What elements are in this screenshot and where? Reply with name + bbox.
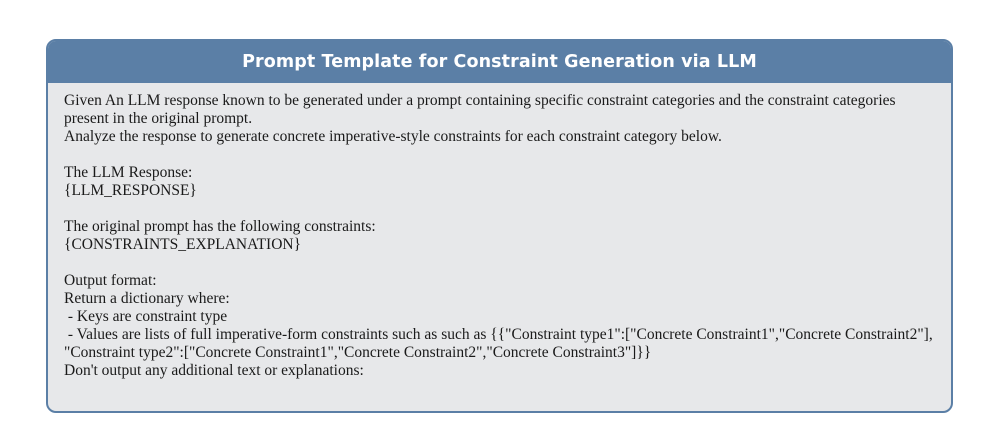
response-label: The LLM Response: (64, 164, 193, 181)
panel-body (48, 83, 951, 380)
intro-text-1: Given An LLM response known to be generated under a prompt containing specific constraint categories and the constraint categories present in the original prompt. (64, 92, 900, 127)
constraints-label: The original prompt has the following constraints: (64, 218, 376, 235)
intro-text-2: Analyze the response to generate concrete imperative-style constraints for each constraint category below. (64, 128, 722, 145)
spacer (64, 254, 937, 272)
output-format-line-4: Don't output any additional text or explanations: (64, 362, 364, 379)
output-format-line-1: Return a dictionary where: (64, 290, 230, 307)
response-placeholder: {LLM_RESPONSE} (64, 182, 197, 199)
prompt-template-panel (46, 39, 953, 413)
panel-title: Prompt Template for Constraint Generation via LLM (242, 52, 757, 72)
spacer (64, 200, 937, 218)
output-format-line-2: - Keys are constraint type (64, 308, 228, 325)
spacer (64, 146, 937, 164)
output-format-label: Output format: (64, 272, 157, 289)
output-format-line-3: - Values are lists of full imperative-form constraints such as such as {{"Constraint type1":["Concrete Constraint1","Concrete Constraint2"], "Constraint type2":["Concrete Constraint1","Concrete Constraint2","Concrete Constraint3"]}} (64, 326, 937, 361)
panel-header (48, 41, 951, 83)
constraints-placeholder: {CONSTRAINTS_EXPLANATION} (64, 236, 302, 253)
